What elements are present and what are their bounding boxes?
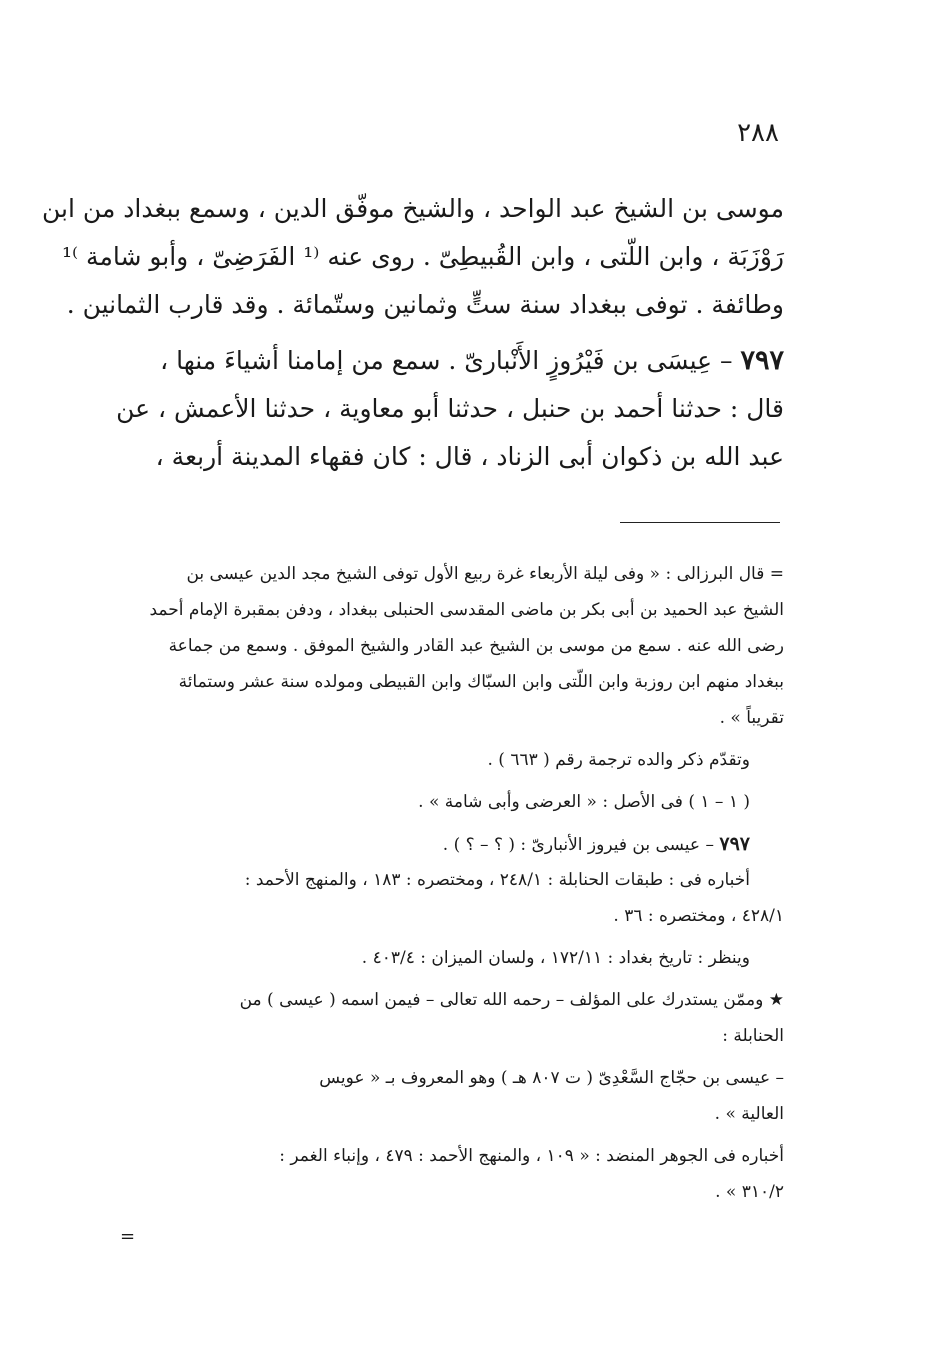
note-line: ببغداد منهم ابن روزبة وابن اللّتى وابن السبّاك وابن القبيطى ومولده سنة عشر وستمائة	[178, 672, 784, 692]
main-line: قال : حدثنا أحمد بن حنبل ، حدثنا أبو معاوية ، حدثنا الأعمش ، عن	[116, 394, 784, 423]
main-text	[42, 185, 784, 481]
note-line: الحنابلة :	[722, 1026, 784, 1046]
main-line: موسى بن الشيخ عبد الواحد ، والشيخ موفّق الدين ، وسمع ببغداد من ابن	[42, 194, 784, 223]
note-line: تقريباً » .	[719, 708, 784, 728]
continuation-mark: =	[120, 1226, 136, 1247]
note-line: = قال البرزالى : « وفى ليلة الأربعاء غرة ربيع الأول توفى الشيخ مجد الدين عيسى بن	[186, 564, 784, 584]
note-line: أخباره فى : طبقات الحنابلة : ٢٤٨/١ ، ومختصره : ١٨٣ ، والمنهج الأحمد :	[244, 870, 750, 890]
note-line: – عيسى بن حجّاج السَّعْدِىّ ( ت ٨٠٧ هـ ) وهو المعروف بـ « عويس	[319, 1068, 784, 1088]
note-line: ٣١٠/٢ » .	[715, 1182, 784, 1202]
footnotes	[112, 556, 784, 1210]
note-line: العالية » .	[714, 1104, 784, 1124]
note-entry-text: – عيسى بن فيروز الأنبارىّ : ( ؟ – ؟ ) .	[442, 835, 720, 855]
entry-heading-line	[112, 337, 784, 385]
note-line: ( ١ – ١ ) فى الأصل : « العرضى وأبى شامة » .	[418, 792, 750, 812]
note-line: الشيخ عبد الحميد بن أبى بكر بن ماضى المقدسى الحنبلى ببغداد ، ودفن بمقبرة الإمام أحمد	[149, 600, 784, 620]
note-line: ★ وممّن يستدرك على المؤلف – رحمه الله تعالى – فيمن اسمه ( عيسى ) من	[239, 990, 784, 1010]
note-line: أخباره فى الجوهر المنضد : « ١٠٩ ، والمنهج الأحمد : ٤٧٩ ، وإنباء الغمر :	[279, 1146, 784, 1166]
note-line: ٤٢٨/١ ، ومختصره : ٣٦ .	[613, 906, 784, 926]
main-line: عبد الله بن ذكوان أبى الزناد ، قال : كان فقهاء المدينة أربعة ،	[155, 442, 784, 471]
main-line: رَوْزَبَة ، وابن اللّتى ، وابن القُبيطِىّ . روى عنه ⁽¹ الفَرَضِىّ ، وأبو شامة ⁾¹	[61, 242, 784, 271]
note-line: رضى الله عنه . سمع من موسى بن الشيخ عبد القادر والشيخ الموفق . وسمع من جماعة	[168, 636, 784, 656]
entry-number: ٧٩٧	[740, 345, 784, 376]
entry-heading-text: – عِيسَى بن فَيْرُوزٍ الأَنْبارىّ . سمع من إمامنا أشياءَ منها ،	[160, 346, 741, 375]
main-line: وطائفة . توفى ببغداد سنة ستٍّ وثمانين وستّمائة . وقد قارب الثمانين .	[66, 290, 784, 319]
note-entry-number: ٧٩٧	[719, 833, 750, 855]
note-line: وتقدّم ذكر والده ترجمة رقم ( ٦٦٣ ) .	[487, 750, 750, 770]
footnote-divider	[620, 522, 780, 523]
note-entry-line	[112, 826, 784, 862]
note-line: وينظر : تاريخ بغداد : ١٧٢/١١ ، ولسان الميزان : ٤٠٣/٤ .	[361, 948, 750, 968]
page-number: ٢٨٨	[737, 118, 779, 148]
